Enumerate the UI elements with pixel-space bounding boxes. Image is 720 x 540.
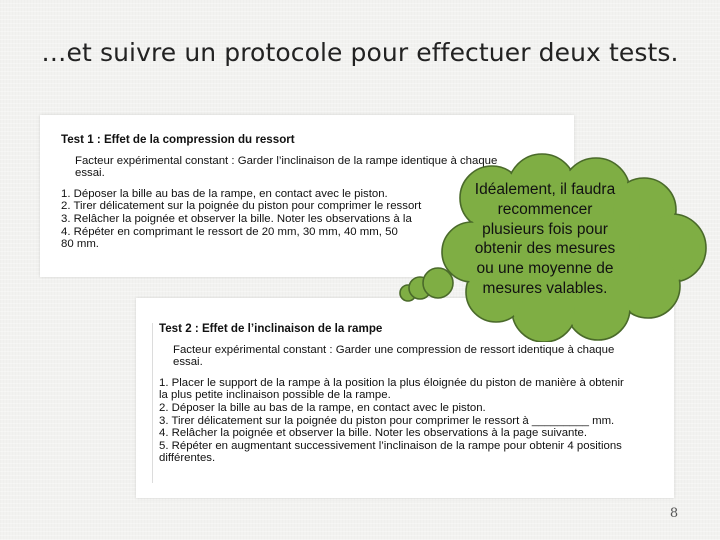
slide-title: …et suivre un protocole pour effectuer deux tests.	[41, 38, 679, 67]
test1-title: Test 1 : Effet de la compression du ressort	[61, 133, 295, 146]
test2-constant-line: Facteur expérimental constant : Garder une compression de ressort identique à chaque	[173, 343, 615, 356]
cloud-trail-bubble	[423, 268, 453, 298]
test2-step: différentes.	[159, 452, 216, 465]
test2-step: 4. Relâcher la poignée et observer la bille. Noter les observations à la page suivante.	[159, 427, 588, 440]
callout-line: Idéalement, il faudra	[474, 181, 616, 198]
callout-line: obtenir des mesures	[474, 240, 616, 258]
callout-line: ou une moyenne de	[476, 260, 614, 278]
test1-constant-line: Facteur expérimental constant : Garder l’inclinaison de la rampe identique à chaque	[75, 154, 498, 167]
test1-constant-line: essai.	[75, 167, 105, 180]
thought-cloud-callout	[396, 152, 716, 342]
test1-step: 2. Tirer délicatement sur la poignée du piston pour comprimer le ressort	[61, 200, 422, 213]
test1-step: 4. Répéter en comprimant le ressort de 20 mm, 30 mm, 40 mm, 50	[61, 225, 398, 238]
test2-content	[152, 323, 661, 483]
test2-constant-line: essai.	[173, 356, 203, 369]
test1-step: 80 mm.	[61, 238, 99, 251]
test1-step: 1. Déposer la bille au bas de la rampe, en contact avec le piston.	[61, 187, 388, 200]
callout-line: mesures valables.	[482, 279, 608, 297]
page-number: 8	[669, 506, 679, 521]
test2-title: Test 2 : Effet de l’inclinaison de la rampe	[159, 322, 383, 335]
test2-step: 1. Placer le support de la rampe à la position la plus éloignée du piston de manière à obtenir	[159, 376, 624, 389]
callout-line: recommencer	[497, 200, 593, 218]
test2-step: la plus petite inclinaison possible de la rampe.	[159, 389, 391, 402]
test2-constant-factor	[159, 344, 661, 369]
test2-steps	[159, 377, 661, 465]
test1-step: 3. Relâcher la poignée et observer la bille. Noter les observations à la	[61, 212, 412, 225]
callout-text	[462, 180, 628, 299]
test2-step: 2. Déposer la bille au bas de la rampe, en contact avec le piston.	[159, 401, 486, 414]
callout-line: plusieurs fois pour	[482, 220, 608, 238]
test2-step: 5. Répéter en augmentant successivement l’inclinaison de la rampe pour obtenir 4 positions	[159, 439, 622, 452]
test2-step: 3. Tirer délicatement sur la poignée du piston pour comprimer le ressort à _________ mm.	[159, 414, 615, 427]
